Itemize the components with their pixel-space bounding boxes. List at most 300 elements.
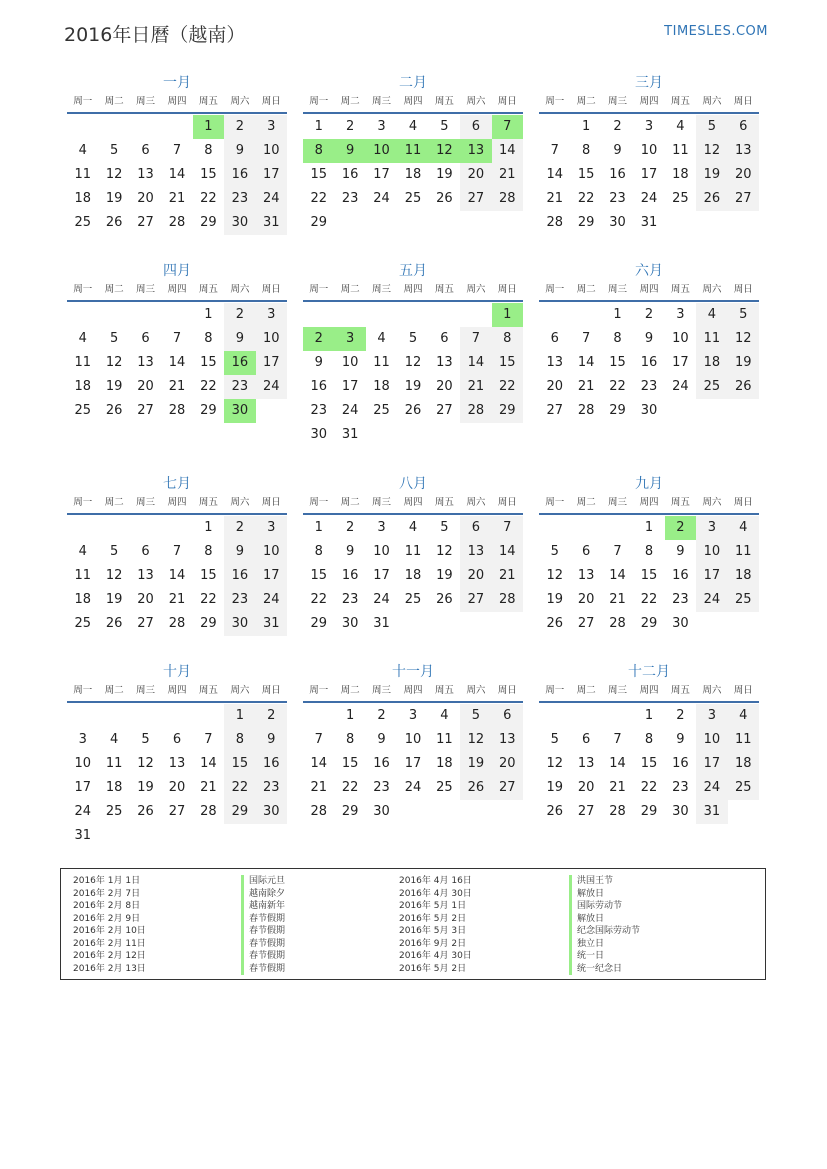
day-cell[interactable]: 26: [404, 403, 422, 418]
day-cell[interactable]: 11: [74, 568, 91, 583]
day-cell[interactable]: 19: [105, 191, 123, 206]
day-cell[interactable]: 4: [676, 119, 685, 134]
holiday-day-cell[interactable]: 1: [492, 303, 523, 327]
day-cell[interactable]: 10: [696, 540, 727, 564]
day-cell[interactable]: 28: [460, 399, 491, 423]
day-cell[interactable]: 28: [609, 804, 626, 819]
day-cell[interactable]: 13: [137, 568, 154, 583]
day-cell[interactable]: 26: [105, 215, 123, 230]
day-cell[interactable]: 9: [676, 732, 685, 747]
day-cell[interactable]: 17: [640, 167, 658, 182]
day-cell[interactable]: 16: [373, 756, 390, 771]
day-cell[interactable]: 20: [460, 564, 491, 588]
day-cell[interactable]: 9: [224, 327, 255, 351]
day-cell[interactable]: 14: [492, 540, 523, 564]
day-cell[interactable]: 25: [436, 780, 453, 795]
holiday-day-cell[interactable]: 3: [334, 327, 365, 351]
day-cell[interactable]: 25: [672, 191, 689, 206]
day-cell[interactable]: 26: [105, 403, 123, 418]
day-cell[interactable]: 11: [74, 355, 91, 370]
day-cell[interactable]: 29: [224, 800, 255, 824]
day-cell[interactable]: 17: [373, 568, 390, 583]
day-cell[interactable]: 28: [492, 187, 523, 211]
day-cell[interactable]: 14: [168, 568, 186, 583]
day-cell[interactable]: 28: [609, 616, 626, 631]
day-cell[interactable]: 13: [577, 568, 595, 583]
day-cell[interactable]: 21: [492, 163, 523, 187]
day-cell[interactable]: 7: [172, 143, 182, 158]
day-cell[interactable]: 17: [341, 379, 359, 394]
day-cell[interactable]: 1: [345, 708, 355, 723]
site-logo[interactable]: TIMESLES.COM: [664, 24, 768, 39]
day-cell[interactable]: 22: [577, 191, 595, 206]
day-cell[interactable]: 21: [546, 191, 563, 206]
holiday-day-cell[interactable]: 2: [665, 516, 696, 540]
day-cell[interactable]: 14: [168, 355, 186, 370]
day-cell[interactable]: 1: [644, 520, 654, 535]
day-cell[interactable]: 25: [728, 776, 759, 800]
day-cell[interactable]: 30: [341, 616, 359, 631]
day-cell[interactable]: 10: [341, 355, 359, 370]
day-cell[interactable]: 4: [728, 704, 759, 728]
day-cell[interactable]: 31: [373, 616, 390, 631]
holiday-day-cell[interactable]: 2: [303, 327, 334, 351]
day-cell[interactable]: 29: [200, 403, 217, 418]
holiday-day-cell[interactable]: 16: [224, 351, 255, 375]
day-cell[interactable]: 8: [644, 732, 654, 747]
day-cell[interactable]: 2: [256, 704, 287, 728]
day-cell[interactable]: 16: [672, 568, 689, 583]
day-cell[interactable]: 7: [314, 732, 323, 747]
day-cell[interactable]: 10: [696, 728, 727, 752]
day-cell[interactable]: 9: [224, 540, 255, 564]
holiday-day-cell[interactable]: 12: [429, 139, 460, 163]
day-cell[interactable]: 13: [137, 167, 154, 182]
day-cell[interactable]: 20: [137, 592, 154, 607]
day-cell[interactable]: 11: [74, 167, 91, 182]
day-cell[interactable]: 2: [377, 708, 386, 723]
day-cell[interactable]: 21: [609, 780, 626, 795]
day-cell[interactable]: 9: [256, 728, 287, 752]
day-cell[interactable]: 29: [492, 399, 523, 423]
day-cell[interactable]: 1: [314, 520, 323, 535]
day-cell[interactable]: 23: [224, 588, 255, 612]
day-cell[interactable]: 8: [644, 544, 654, 559]
day-cell[interactable]: 21: [168, 191, 186, 206]
day-cell[interactable]: 3: [377, 520, 386, 535]
day-cell[interactable]: 17: [256, 163, 287, 187]
day-cell[interactable]: 29: [200, 616, 217, 631]
day-cell[interactable]: 12: [460, 728, 491, 752]
day-cell[interactable]: 30: [672, 804, 689, 819]
day-cell[interactable]: 15: [577, 167, 595, 182]
day-cell[interactable]: 18: [696, 351, 727, 375]
day-cell[interactable]: 17: [373, 167, 390, 182]
day-cell[interactable]: 28: [577, 403, 595, 418]
day-cell[interactable]: 7: [204, 732, 213, 747]
day-cell[interactable]: 31: [640, 215, 658, 230]
day-cell[interactable]: 24: [640, 191, 658, 206]
day-cell[interactable]: 4: [728, 516, 759, 540]
day-cell[interactable]: 15: [200, 355, 217, 370]
day-cell[interactable]: 31: [256, 612, 287, 636]
day-cell[interactable]: 27: [577, 804, 595, 819]
day-cell[interactable]: 19: [137, 780, 154, 795]
day-cell[interactable]: 21: [168, 592, 186, 607]
holiday-day-cell[interactable]: 8: [303, 139, 334, 163]
day-cell[interactable]: 25: [404, 592, 422, 607]
day-cell[interactable]: 1: [224, 704, 255, 728]
day-cell[interactable]: 16: [310, 379, 327, 394]
day-cell[interactable]: 6: [141, 544, 150, 559]
day-cell[interactable]: 27: [137, 616, 154, 631]
day-cell[interactable]: 20: [460, 163, 491, 187]
day-cell[interactable]: 22: [492, 375, 523, 399]
day-cell[interactable]: 7: [550, 143, 559, 158]
day-cell[interactable]: 20: [577, 592, 595, 607]
holiday-day-cell[interactable]: 10: [366, 139, 397, 163]
day-cell[interactable]: 11: [373, 355, 390, 370]
day-cell[interactable]: 29: [640, 804, 658, 819]
day-cell[interactable]: 25: [404, 191, 422, 206]
day-cell[interactable]: 4: [78, 544, 87, 559]
day-cell[interactable]: 5: [109, 331, 119, 346]
day-cell[interactable]: 23: [224, 375, 255, 399]
day-cell[interactable]: 11: [672, 143, 689, 158]
day-cell[interactable]: 9: [224, 139, 255, 163]
day-cell[interactable]: 8: [224, 728, 255, 752]
day-cell[interactable]: 31: [74, 828, 91, 843]
day-cell[interactable]: 24: [696, 588, 727, 612]
day-cell[interactable]: 18: [404, 167, 422, 182]
day-cell[interactable]: 29: [341, 804, 359, 819]
day-cell[interactable]: 13: [460, 540, 491, 564]
day-cell[interactable]: 18: [728, 564, 759, 588]
day-cell[interactable]: 4: [78, 331, 87, 346]
day-cell[interactable]: 29: [310, 616, 327, 631]
day-cell[interactable]: 23: [672, 780, 689, 795]
day-cell[interactable]: 17: [256, 564, 287, 588]
day-cell[interactable]: 6: [440, 331, 449, 346]
day-cell[interactable]: 21: [577, 379, 595, 394]
day-cell[interactable]: 15: [310, 167, 327, 182]
holiday-day-cell[interactable]: 30: [224, 399, 255, 423]
day-cell[interactable]: 3: [696, 516, 727, 540]
day-cell[interactable]: 14: [492, 139, 523, 163]
day-cell[interactable]: 1: [204, 307, 213, 322]
day-cell[interactable]: 2: [224, 303, 255, 327]
day-cell[interactable]: 1: [204, 520, 213, 535]
day-cell[interactable]: 19: [105, 379, 123, 394]
day-cell[interactable]: 7: [172, 331, 182, 346]
day-cell[interactable]: 26: [460, 776, 491, 800]
day-cell[interactable]: 27: [728, 187, 759, 211]
day-cell[interactable]: 18: [74, 379, 91, 394]
day-cell[interactable]: 20: [728, 163, 759, 187]
day-cell[interactable]: 1: [314, 119, 323, 134]
day-cell[interactable]: 6: [581, 544, 591, 559]
day-cell[interactable]: 12: [728, 327, 759, 351]
day-cell[interactable]: 8: [204, 331, 213, 346]
day-cell[interactable]: 10: [256, 327, 287, 351]
day-cell[interactable]: 13: [546, 355, 563, 370]
day-cell[interactable]: 27: [168, 804, 186, 819]
day-cell[interactable]: 25: [373, 403, 390, 418]
day-cell[interactable]: 17: [404, 756, 422, 771]
day-cell[interactable]: 20: [137, 379, 154, 394]
day-cell[interactable]: 13: [492, 728, 523, 752]
day-cell[interactable]: 11: [404, 544, 422, 559]
day-cell[interactable]: 3: [256, 115, 287, 139]
day-cell[interactable]: 31: [256, 211, 287, 235]
day-cell[interactable]: 7: [613, 544, 622, 559]
day-cell[interactable]: 18: [672, 167, 689, 182]
day-cell[interactable]: 10: [640, 143, 658, 158]
day-cell[interactable]: 25: [74, 215, 91, 230]
day-cell[interactable]: 29: [640, 616, 658, 631]
day-cell[interactable]: 17: [696, 752, 727, 776]
day-cell[interactable]: 23: [640, 379, 658, 394]
day-cell[interactable]: 2: [613, 119, 622, 134]
day-cell[interactable]: 26: [436, 191, 453, 206]
day-cell[interactable]: 14: [609, 756, 626, 771]
day-cell[interactable]: 11: [728, 540, 759, 564]
day-cell[interactable]: 16: [672, 756, 689, 771]
day-cell[interactable]: 9: [676, 544, 685, 559]
day-cell[interactable]: 11: [105, 756, 123, 771]
day-cell[interactable]: 16: [256, 752, 287, 776]
holiday-day-cell[interactable]: 13: [460, 139, 491, 163]
day-cell[interactable]: 19: [436, 167, 453, 182]
day-cell[interactable]: 14: [609, 568, 626, 583]
day-cell[interactable]: 23: [373, 780, 390, 795]
day-cell[interactable]: 24: [256, 187, 287, 211]
day-cell[interactable]: 22: [609, 379, 626, 394]
day-cell[interactable]: 22: [640, 592, 658, 607]
day-cell[interactable]: 13: [168, 756, 186, 771]
day-cell[interactable]: 2: [224, 516, 255, 540]
day-cell[interactable]: 9: [377, 732, 386, 747]
day-cell[interactable]: 3: [676, 307, 685, 322]
day-cell[interactable]: 17: [74, 780, 91, 795]
day-cell[interactable]: 24: [373, 592, 390, 607]
day-cell[interactable]: 29: [609, 403, 626, 418]
day-cell[interactable]: 3: [78, 732, 87, 747]
day-cell[interactable]: 5: [550, 732, 559, 747]
day-cell[interactable]: 5: [550, 544, 559, 559]
day-cell[interactable]: 27: [137, 403, 154, 418]
day-cell[interactable]: 24: [696, 776, 727, 800]
day-cell[interactable]: 23: [341, 191, 359, 206]
day-cell[interactable]: 31: [341, 427, 359, 442]
day-cell[interactable]: 17: [256, 351, 287, 375]
day-cell[interactable]: 15: [224, 752, 255, 776]
day-cell[interactable]: 5: [440, 520, 449, 535]
day-cell[interactable]: 15: [640, 756, 658, 771]
holiday-day-cell[interactable]: 11: [397, 139, 428, 163]
day-cell[interactable]: 6: [728, 115, 759, 139]
day-cell[interactable]: 1: [581, 119, 591, 134]
day-cell[interactable]: 22: [310, 592, 327, 607]
day-cell[interactable]: 3: [377, 119, 386, 134]
day-cell[interactable]: 14: [577, 355, 595, 370]
day-cell[interactable]: 6: [492, 704, 523, 728]
day-cell[interactable]: 21: [310, 780, 327, 795]
day-cell[interactable]: 6: [141, 331, 150, 346]
day-cell[interactable]: 4: [109, 732, 119, 747]
day-cell[interactable]: 4: [408, 520, 418, 535]
day-cell[interactable]: 19: [696, 163, 727, 187]
day-cell[interactable]: 18: [74, 191, 91, 206]
day-cell[interactable]: 24: [341, 403, 359, 418]
day-cell[interactable]: 12: [105, 167, 123, 182]
day-cell[interactable]: 2: [345, 119, 355, 134]
day-cell[interactable]: 8: [581, 143, 591, 158]
day-cell[interactable]: 15: [310, 568, 327, 583]
day-cell[interactable]: 27: [546, 403, 563, 418]
day-cell[interactable]: 22: [200, 379, 217, 394]
holiday-day-cell[interactable]: 1: [193, 115, 224, 139]
day-cell[interactable]: 8: [204, 143, 213, 158]
day-cell[interactable]: 12: [436, 544, 453, 559]
day-cell[interactable]: 1: [644, 708, 654, 723]
day-cell[interactable]: 15: [200, 167, 217, 182]
day-cell[interactable]: 26: [137, 804, 154, 819]
day-cell[interactable]: 6: [460, 516, 491, 540]
day-cell[interactable]: 10: [373, 544, 390, 559]
day-cell[interactable]: 19: [546, 592, 563, 607]
day-cell[interactable]: 9: [613, 143, 622, 158]
day-cell[interactable]: 26: [546, 616, 563, 631]
day-cell[interactable]: 24: [373, 191, 390, 206]
day-cell[interactable]: 5: [109, 544, 119, 559]
day-cell[interactable]: 19: [546, 780, 563, 795]
day-cell[interactable]: 18: [404, 568, 422, 583]
day-cell[interactable]: 4: [78, 143, 87, 158]
day-cell[interactable]: 2: [224, 115, 255, 139]
day-cell[interactable]: 9: [314, 355, 323, 370]
day-cell[interactable]: 30: [310, 427, 327, 442]
day-cell[interactable]: 22: [200, 191, 217, 206]
day-cell[interactable]: 29: [200, 215, 217, 230]
day-cell[interactable]: 21: [168, 379, 186, 394]
day-cell[interactable]: 25: [74, 616, 91, 631]
day-cell[interactable]: 21: [200, 780, 217, 795]
day-cell[interactable]: 20: [492, 752, 523, 776]
day-cell[interactable]: 19: [728, 351, 759, 375]
day-cell[interactable]: 14: [546, 167, 563, 182]
day-cell[interactable]: 5: [728, 303, 759, 327]
day-cell[interactable]: 24: [74, 804, 91, 819]
day-cell[interactable]: 30: [373, 804, 390, 819]
holiday-day-cell[interactable]: 9: [334, 139, 365, 163]
day-cell[interactable]: 23: [341, 592, 359, 607]
day-cell[interactable]: 4: [696, 303, 727, 327]
day-cell[interactable]: 2: [345, 520, 355, 535]
day-cell[interactable]: 27: [137, 215, 154, 230]
day-cell[interactable]: 20: [168, 780, 186, 795]
day-cell[interactable]: 22: [200, 592, 217, 607]
day-cell[interactable]: 19: [404, 379, 422, 394]
day-cell[interactable]: 14: [168, 167, 186, 182]
day-cell[interactable]: 30: [256, 800, 287, 824]
day-cell[interactable]: 16: [609, 167, 626, 182]
day-cell[interactable]: 23: [256, 776, 287, 800]
day-cell[interactable]: 30: [609, 215, 626, 230]
day-cell[interactable]: 6: [141, 143, 150, 158]
day-cell[interactable]: 13: [577, 756, 595, 771]
day-cell[interactable]: 5: [141, 732, 150, 747]
day-cell[interactable]: 27: [460, 588, 491, 612]
day-cell[interactable]: 22: [341, 780, 359, 795]
day-cell[interactable]: 24: [404, 780, 422, 795]
day-cell[interactable]: 30: [224, 211, 255, 235]
day-cell[interactable]: 19: [460, 752, 491, 776]
day-cell[interactable]: 10: [672, 331, 689, 346]
day-cell[interactable]: 7: [581, 331, 591, 346]
day-cell[interactable]: 22: [310, 191, 327, 206]
day-cell[interactable]: 26: [728, 375, 759, 399]
day-cell[interactable]: 17: [696, 564, 727, 588]
day-cell[interactable]: 8: [345, 732, 355, 747]
day-cell[interactable]: 23: [310, 403, 327, 418]
day-cell[interactable]: 18: [74, 592, 91, 607]
day-cell[interactable]: 21: [492, 564, 523, 588]
day-cell[interactable]: 5: [440, 119, 449, 134]
day-cell[interactable]: 20: [436, 379, 453, 394]
day-cell[interactable]: 3: [256, 303, 287, 327]
day-cell[interactable]: 9: [644, 331, 654, 346]
day-cell[interactable]: 13: [137, 355, 154, 370]
day-cell[interactable]: 29: [310, 215, 327, 230]
day-cell[interactable]: 1: [613, 307, 622, 322]
day-cell[interactable]: 25: [105, 804, 123, 819]
day-cell[interactable]: 25: [728, 588, 759, 612]
day-cell[interactable]: 6: [550, 331, 559, 346]
day-cell[interactable]: 13: [728, 139, 759, 163]
day-cell[interactable]: 10: [74, 756, 91, 771]
day-cell[interactable]: 26: [696, 187, 727, 211]
day-cell[interactable]: 23: [609, 191, 626, 206]
day-cell[interactable]: 18: [436, 756, 453, 771]
day-cell[interactable]: 31: [696, 800, 727, 824]
day-cell[interactable]: 10: [256, 139, 287, 163]
day-cell[interactable]: 11: [436, 732, 453, 747]
day-cell[interactable]: 8: [613, 331, 622, 346]
day-cell[interactable]: 30: [224, 612, 255, 636]
day-cell[interactable]: 12: [546, 756, 563, 771]
day-cell[interactable]: 16: [341, 167, 359, 182]
day-cell[interactable]: 11: [696, 327, 727, 351]
day-cell[interactable]: 28: [168, 616, 186, 631]
day-cell[interactable]: 28: [168, 403, 186, 418]
day-cell[interactable]: 20: [137, 191, 154, 206]
day-cell[interactable]: 6: [581, 732, 591, 747]
day-cell[interactable]: 26: [546, 804, 563, 819]
day-cell[interactable]: 4: [377, 331, 386, 346]
day-cell[interactable]: 12: [105, 355, 123, 370]
day-cell[interactable]: 20: [577, 780, 595, 795]
day-cell[interactable]: 15: [341, 756, 359, 771]
holiday-day-cell[interactable]: 7: [492, 115, 523, 139]
day-cell[interactable]: 12: [404, 355, 422, 370]
day-cell[interactable]: 15: [640, 568, 658, 583]
day-cell[interactable]: 7: [613, 732, 622, 747]
day-cell[interactable]: 15: [492, 351, 523, 375]
day-cell[interactable]: 14: [200, 756, 217, 771]
day-cell[interactable]: 20: [546, 379, 563, 394]
day-cell[interactable]: 27: [577, 616, 595, 631]
